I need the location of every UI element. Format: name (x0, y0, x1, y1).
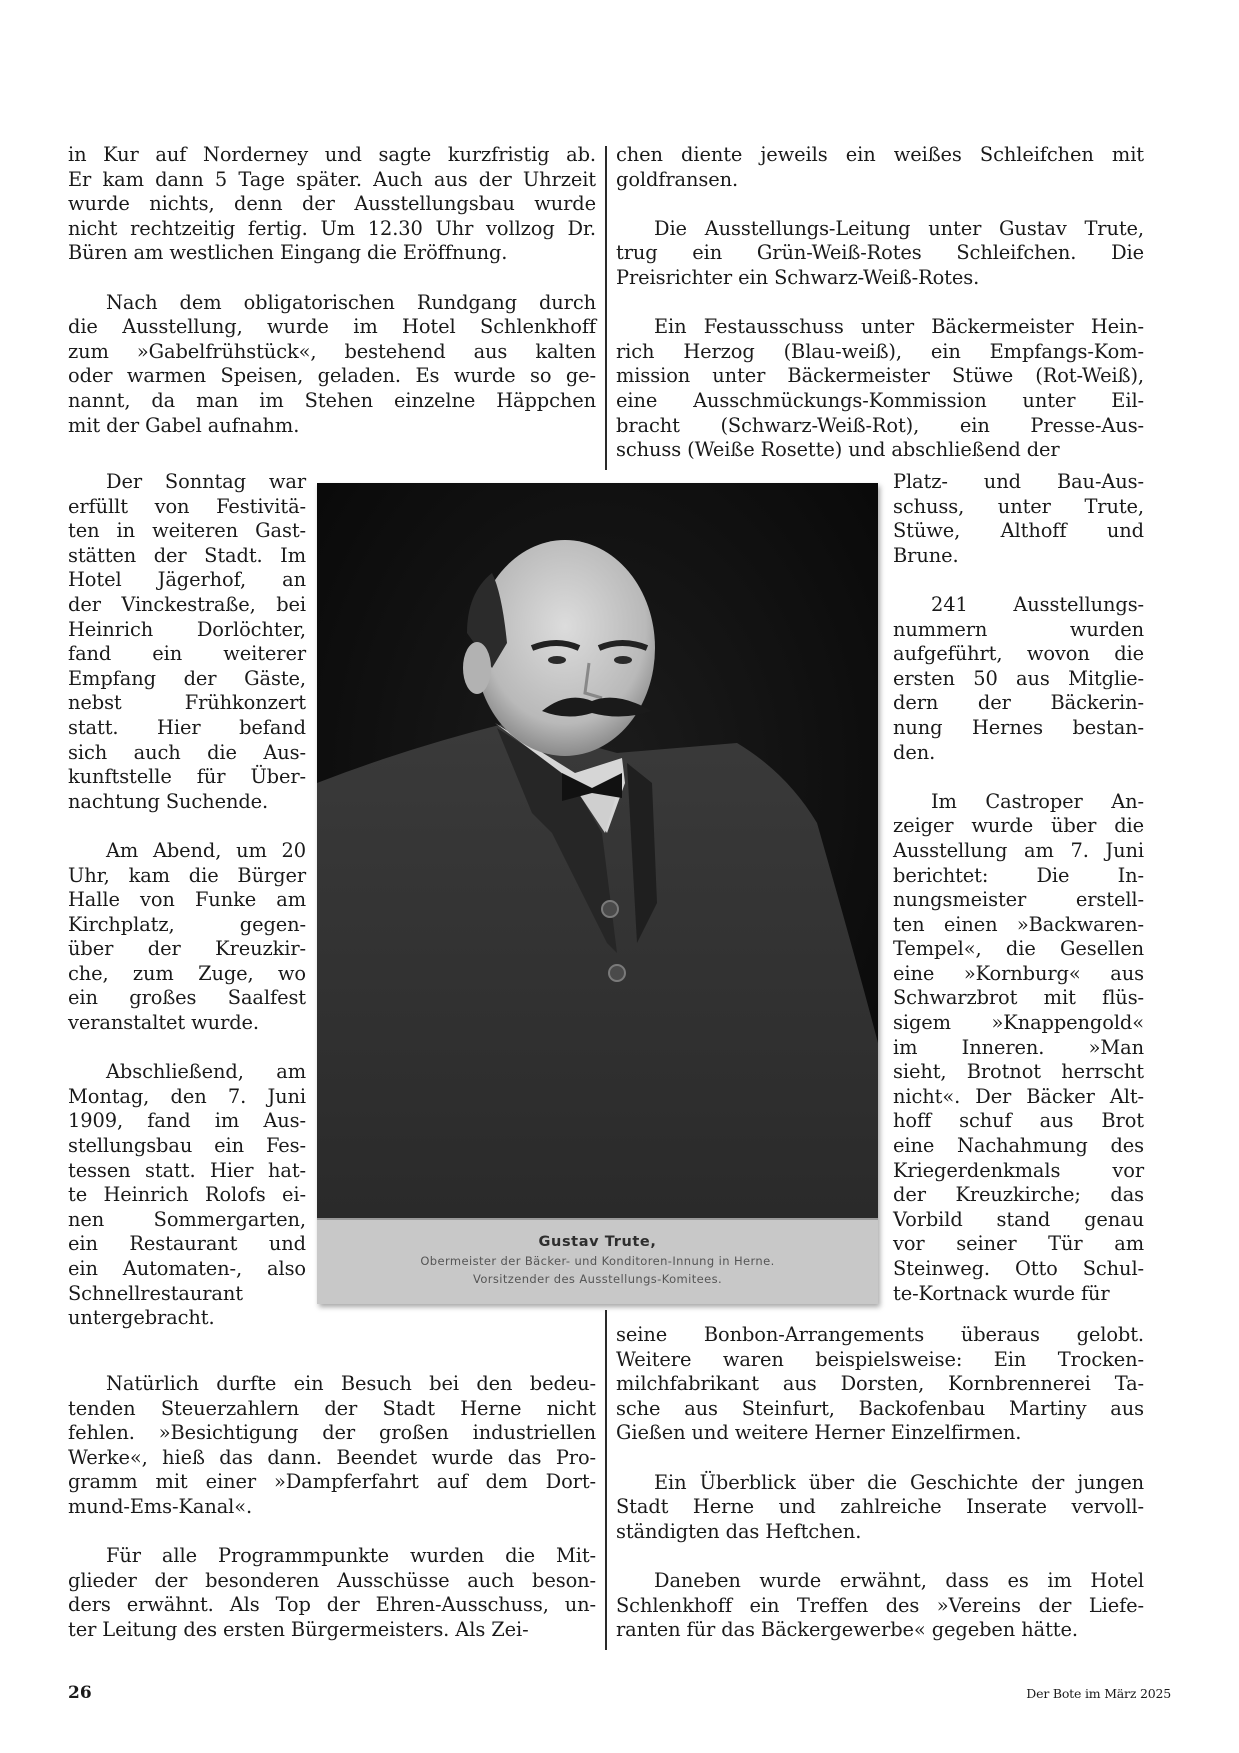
text-line: den. (893, 740, 936, 764)
text-line: eine »Kornburg« aus (893, 961, 1144, 985)
text-block-top-left (68, 143, 596, 438)
photo-caption (317, 1218, 878, 1304)
text-line: stätten der Stadt. Im (68, 543, 306, 567)
text-line: der Vinckestraße, bei (68, 592, 306, 616)
text-line: ein Automaten-, also (68, 1257, 306, 1280)
publication-footer: Der Bote im März 2025 (1026, 1686, 1171, 1701)
portrait-photo (317, 483, 878, 1304)
text-line: bracht (Schwarz-Weiß-Rot), ein Presse-Aus- (616, 413, 1144, 437)
text-line: glieder der besonderen Ausschüsse auch beson- (68, 1568, 596, 1592)
text-line: Natürlich durfte ein Besuch bei den bedeu- (106, 1372, 596, 1395)
text-line: Nach dem obligatorischen Rundgang durch (106, 290, 596, 314)
text-block-bottom-right (616, 1323, 1144, 1643)
text-line: schuss, unter Trute, (893, 494, 1144, 518)
text-line: Schwarzbrot mit flüs- (893, 986, 1144, 1010)
text-line: Gießen und weitere Herner Einzelfirmen. (616, 1421, 1022, 1445)
paragraph (616, 217, 1144, 291)
text-line: Stüwe, Althoff und (893, 519, 1144, 543)
text-line: Vorbild stand genau (893, 1207, 1144, 1231)
text-line: Brune. (893, 543, 959, 567)
page-number: 26 (68, 1683, 92, 1703)
text-line: Halle von Funke am (68, 888, 306, 912)
text-line: ten einen »Backwaren- (893, 912, 1144, 936)
text-line: Uhr, kam die Bürger (68, 863, 306, 887)
text-line: Platz- und Bau-Aus- (893, 470, 1144, 493)
paragraph (616, 315, 1144, 463)
text-line: ten in weiteren Gast- (68, 519, 306, 543)
paragraph (68, 1372, 596, 1520)
text-line: nachtung Suchende. (68, 789, 269, 813)
text-line: 1909, fand im Aus- (68, 1109, 306, 1133)
text-line: Ausstellung am 7. Juni (893, 838, 1144, 862)
text-line: Tempel«, die Gesellen (893, 937, 1144, 961)
text-line: Daneben wurde erwähnt, dass es im Hotel (654, 1568, 1144, 1592)
text-line: vor seiner Tür am (893, 1232, 1144, 1256)
text-line: Für alle Programmpunkte wurden die Mit- (106, 1544, 596, 1568)
text-line: chen diente jeweils ein weißes Schleifchen mit (616, 143, 1144, 166)
text-line: berichtet: Die In- (893, 863, 1144, 887)
text-line: nannt, da man im Stehen einzelne Häppchen (68, 388, 596, 412)
paragraph (68, 839, 306, 1036)
text-line: dern der Bäckerin- (893, 691, 1144, 715)
text-line: sieht, Brotnot herrscht (893, 1060, 1144, 1084)
text-line: untergebracht. (68, 1306, 215, 1330)
text-line: oder warmen Speisen, geladen. Es wurde so ge- (68, 364, 596, 388)
text-line: Büren am westlichen Eingang die Eröffnung. (68, 241, 508, 265)
text-line: in Kur auf Norderney und sagte kurzfristig ab. (68, 143, 596, 166)
text-line: mund-Ems-Kanal«. (68, 1494, 253, 1518)
text-line: eine Nachahmung des (893, 1134, 1144, 1158)
text-line: trug ein Grün-Weiß-Rotes Schleifchen. Die (616, 241, 1144, 265)
text-line: nebst Frühkonzert (68, 691, 306, 715)
text-line: sche aus Steinfurt, Backofenbau Martiny aus (616, 1396, 1144, 1420)
caption-line-2: Vorsitzender des Ausstellungs-Komitees. (472, 1272, 723, 1286)
text-block-narrow-right (893, 470, 1144, 1306)
text-line: nung Hernes bestan- (893, 715, 1144, 739)
paragraph (893, 593, 1144, 765)
text-line: hoff schuf aus Brot (893, 1109, 1144, 1133)
caption-name: Gustav Trute, (538, 1234, 657, 1250)
text-line: wurde nichts, denn der Ausstellungsbau wurde (68, 192, 596, 216)
column-rule-top (605, 146, 607, 470)
text-line: nummern wurden (893, 617, 1144, 641)
text-line: eine Ausschmückungs-Kommission unter Eil- (616, 388, 1144, 412)
text-line: Stadt Herne und zahlreiche Inserate vervoll- (616, 1495, 1144, 1519)
text-line: stellungsbau ein Fes- (68, 1134, 306, 1158)
text-line: fand ein weiterer (68, 642, 306, 666)
text-line: ersten 50 aus Mitglie- (893, 666, 1144, 690)
text-line: Kirchplatz, gegen- (68, 912, 306, 936)
text-line: über der Kreuzkir- (68, 937, 306, 961)
portrait-illustration (317, 483, 878, 1220)
column-rule-bottom (605, 1310, 607, 1650)
paragraph (68, 1060, 306, 1331)
text-line: Am Abend, um 20 (106, 838, 306, 862)
paragraph (893, 790, 1144, 1306)
text-line: kunftstelle für Über- (68, 765, 306, 789)
text-line: ter Leitung des ersten Bürgermeisters. Als Zei- (68, 1617, 529, 1641)
text-line: ders erwähnt. Als Top der Ehren-Ausschuss, un- (68, 1593, 596, 1617)
text-line: sich auch die Aus- (68, 740, 306, 764)
text-line: Er kam dann 5 Tage später. Auch aus der Uhrzeit (68, 167, 596, 191)
paragraph (68, 291, 596, 439)
text-block-narrow-left (68, 470, 306, 1331)
text-line: ein Restaurant und (68, 1232, 306, 1256)
text-line: gramm mit einer »Dampferfahrt auf dem Dort- (68, 1470, 596, 1494)
text-line: Preisrichter ein Schwarz-Weiß-Rotes. (616, 265, 980, 289)
text-line: zum »Gabelfrühstück«, bestehend aus kalten (68, 339, 596, 363)
text-line: Ein Festausschuss unter Bäckermeister Hein- (654, 315, 1144, 339)
text-line: ein großes Saalfest (68, 986, 306, 1010)
text-block-bottom-left (68, 1372, 596, 1643)
text-line: Empfang der Gäste, (68, 666, 306, 690)
text-line: schuss (Weiße Rosette) und abschließend der (616, 438, 1060, 462)
text-line: Der Sonntag war (106, 470, 306, 493)
text-line: Die Ausstellungs-Leitung unter Gustav Trute, (654, 216, 1144, 240)
text-line: che, zum Zuge, wo (68, 961, 306, 985)
text-line: te-Kortnack wurde für (893, 1281, 1110, 1305)
text-line: rich Herzog (Blau-weiß), ein Empfangs-Kom- (616, 339, 1144, 363)
paragraph (616, 143, 1144, 192)
text-line: Kriegerdenkmals vor (893, 1158, 1144, 1182)
text-line: Montag, den 7. Juni (68, 1084, 306, 1108)
text-line: im Inneren. »Man (893, 1035, 1144, 1059)
text-line: goldfransen. (616, 167, 739, 191)
text-line: tenden Steuerzahlern der Stadt Herne nicht (68, 1396, 596, 1420)
text-line: Steinweg. Otto Schul- (893, 1257, 1144, 1280)
text-line: zeiger wurde über die (893, 814, 1144, 838)
paragraph (68, 470, 306, 814)
text-line: tessen statt. Hier hat- (68, 1158, 306, 1182)
text-line: sigem »Knappengold« (893, 1011, 1144, 1035)
paragraph (616, 1569, 1144, 1643)
text-line: Abschließend, am (106, 1060, 306, 1084)
paragraph (893, 470, 1144, 568)
text-line: nen Sommergarten, (68, 1207, 306, 1231)
paragraph (616, 1471, 1144, 1545)
paragraph (68, 143, 596, 266)
text-line: Im Castroper An- (931, 789, 1144, 813)
text-line: nicht«. Der Bäcker Alt- (893, 1084, 1144, 1108)
text-line: Schnellrestaurant (68, 1281, 243, 1305)
text-line: te Heinrich Rolofs ei- (68, 1183, 306, 1207)
text-line: aufgeführt, wovon die (893, 642, 1144, 666)
text-line: milchfabrikant aus Dorsten, Kornbrennerei Ta- (616, 1372, 1144, 1396)
text-line: Weitere waren beispielsweise: Ein Trocken- (616, 1347, 1144, 1371)
text-line: seine Bonbon-Arrangements überaus gelobt. (616, 1323, 1144, 1346)
text-line: Ein Überblick über die Geschichte der jungen (654, 1470, 1144, 1494)
text-line: die Ausstellung, wurde im Hotel Schlenkhoff (68, 315, 596, 339)
text-line: Schlenkhoff ein Treffen des »Vereins der Liefe- (616, 1593, 1144, 1617)
text-line: nicht rechtzeitig fertig. Um 12.30 Uhr vollzog Dr. (68, 216, 596, 240)
text-line: erfüllt von Festivitä- (68, 494, 306, 518)
text-line: mission unter Bäckermeister Stüwe (Rot-Weiß), (616, 364, 1144, 388)
text-line: veranstaltet wurde. (68, 1011, 259, 1035)
text-line: nungsmeister erstell- (893, 888, 1144, 912)
text-line: fehlen. »Besichtigung der großen industriellen (68, 1421, 596, 1445)
text-line: ständigten das Heftchen. (616, 1519, 862, 1543)
text-line: mit der Gabel aufnahm. (68, 413, 300, 437)
caption-line-1: Obermeister der Bäcker- und Konditoren-Innung in Herne. (420, 1254, 775, 1268)
paragraph (68, 1544, 596, 1642)
text-block-top-right (616, 143, 1144, 463)
text-line: Heinrich Dorlöchter, (68, 617, 306, 641)
text-line: Hotel Jägerhof, an (68, 568, 306, 592)
text-line: der Kreuzkirche; das (893, 1183, 1144, 1207)
text-line: 241 Ausstellungs- (931, 592, 1144, 616)
text-line: statt. Hier befand (68, 715, 306, 739)
text-line: Werke«, hieß das dann. Beendet wurde das Pro- (68, 1445, 596, 1469)
text-line: ranten für das Bäckergewerbe« gegeben hätte. (616, 1618, 1078, 1642)
paragraph (616, 1323, 1144, 1446)
